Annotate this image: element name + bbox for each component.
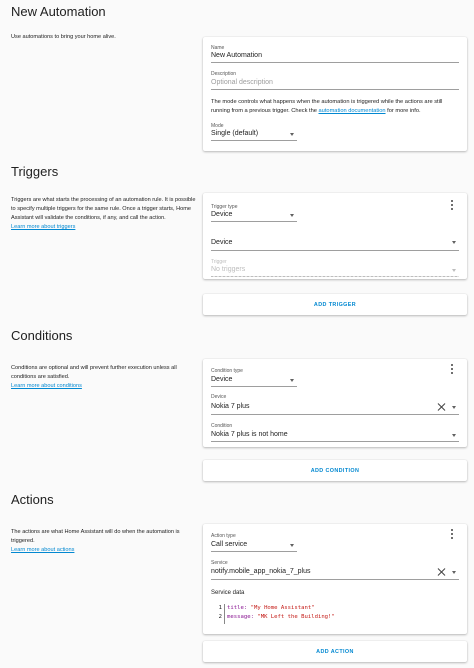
actions-learn-more-link[interactable]: Learn more about actions [11, 547, 75, 553]
mode-help-text: The mode controls what happens when the automation is triggered while the actions are still running from a previous trigger. Check the automation documentation for more info. [211, 99, 443, 114]
mode-label: Mode [211, 123, 224, 129]
trigger-label: Trigger [211, 259, 227, 265]
condition-device-underline [211, 414, 459, 415]
description-label: Description [211, 71, 237, 77]
trigger-device-dropdown-arrow-icon[interactable] [452, 241, 456, 244]
trigger-more-options-icon[interactable] [449, 200, 455, 210]
triggers-title: Triggers [11, 164, 59, 179]
code-gutter: 1 2 [218, 605, 222, 620]
name-label: Name [211, 45, 225, 51]
condition-type-label: Condition type [211, 368, 243, 374]
condition-type-underline [211, 386, 297, 387]
description-underline [211, 89, 459, 90]
add-trigger-card [203, 294, 467, 315]
add-action-card [203, 641, 467, 662]
add-condition-button[interactable]: ADD CONDITION [310, 468, 360, 474]
condition-type-select[interactable]: Device [211, 376, 233, 383]
code-line: title: "My Home Assistant" [227, 605, 315, 611]
condition-device-dropdown-arrow-icon[interactable] [452, 406, 456, 409]
action-type-underline [211, 551, 297, 552]
clear-device-icon[interactable] [437, 403, 445, 411]
trigger-underline [211, 276, 459, 277]
trigger-device-select[interactable]: Device [211, 239, 233, 246]
triggers-learn-more-link[interactable]: Learn more about triggers [11, 224, 76, 230]
trigger-device-underline [211, 250, 459, 251]
add-condition-card [203, 460, 467, 481]
name-underline [211, 62, 459, 63]
name-input[interactable]: New Automation [211, 52, 262, 59]
conditions-learn-more-link[interactable]: Learn more about conditions [11, 383, 82, 389]
actions-title: Actions [11, 492, 54, 507]
clear-service-icon[interactable] [437, 568, 445, 576]
service-data-label: Service data [211, 590, 245, 596]
description-input[interactable]: Optional description [211, 79, 273, 86]
automation-description [11, 33, 196, 42]
condition-label: Condition [211, 423, 233, 429]
action-more-options-icon[interactable] [449, 529, 455, 539]
conditions-description: Conditions are optional and will prevent further execution unless all conditions are satisfied. Learn more about conditions [11, 364, 196, 391]
code-gutter-divider [224, 604, 225, 624]
condition-dropdown-arrow-icon[interactable] [452, 434, 456, 437]
add-action-button[interactable]: ADD ACTION [316, 649, 354, 655]
condition-select[interactable]: Nokia 7 plus is not home [211, 431, 288, 438]
automation-documentation-link[interactable]: automation documentation [318, 108, 386, 114]
service-label: Service [211, 560, 228, 566]
service-underline [211, 579, 459, 580]
add-trigger-button[interactable]: ADD TRIGGER [313, 302, 357, 308]
trigger-select[interactable]: No triggers [211, 266, 246, 273]
condition-more-options-icon[interactable] [449, 364, 455, 374]
conditions-title: Conditions [11, 328, 73, 343]
action-type-label: Action type [211, 533, 236, 539]
code-line: message: "MK Left the Building!" [227, 614, 335, 620]
mode-dropdown-arrow-icon[interactable] [290, 133, 294, 136]
triggers-description: Triggers are what starts the processing of an automation rule. It is possible to specify multiple triggers for the same rule. Once a trigger starts, Home Assistant will validate the conditions, if any, and call the action. Learn more about triggers [11, 197, 196, 230]
trigger-type-select[interactable]: Device [211, 211, 233, 218]
condition-device-select[interactable]: Nokia 7 plus [211, 403, 250, 410]
service-dropdown-arrow-icon[interactable] [452, 571, 456, 574]
condition-device-label: Device [211, 394, 227, 400]
action-type-select[interactable]: Call service [211, 541, 248, 548]
condition-card [203, 359, 467, 447]
mode-underline [211, 140, 297, 141]
trigger-type-underline [211, 221, 297, 222]
page-title: New Automation [11, 4, 106, 19]
trigger-type-label: Trigger type [211, 204, 238, 210]
trigger-dropdown-arrow-icon [452, 269, 456, 272]
automation-card [203, 37, 467, 151]
service-select[interactable]: notify.mobile_app_nokia_7_plus [211, 568, 311, 575]
trigger-type-dropdown-arrow-icon[interactable] [290, 214, 294, 217]
actions-description: The actions are what Home Assistant will do when the automation is triggered. Learn more about actions [11, 528, 186, 555]
condition-type-dropdown-arrow-icon[interactable] [290, 379, 294, 382]
action-type-dropdown-arrow-icon[interactable] [290, 544, 294, 547]
mode-select[interactable]: Single (default) [211, 130, 259, 137]
automation-description-text: Use automations to bring your home alive. [11, 34, 116, 40]
condition-underline [211, 441, 459, 442]
trigger-card [203, 193, 467, 279]
